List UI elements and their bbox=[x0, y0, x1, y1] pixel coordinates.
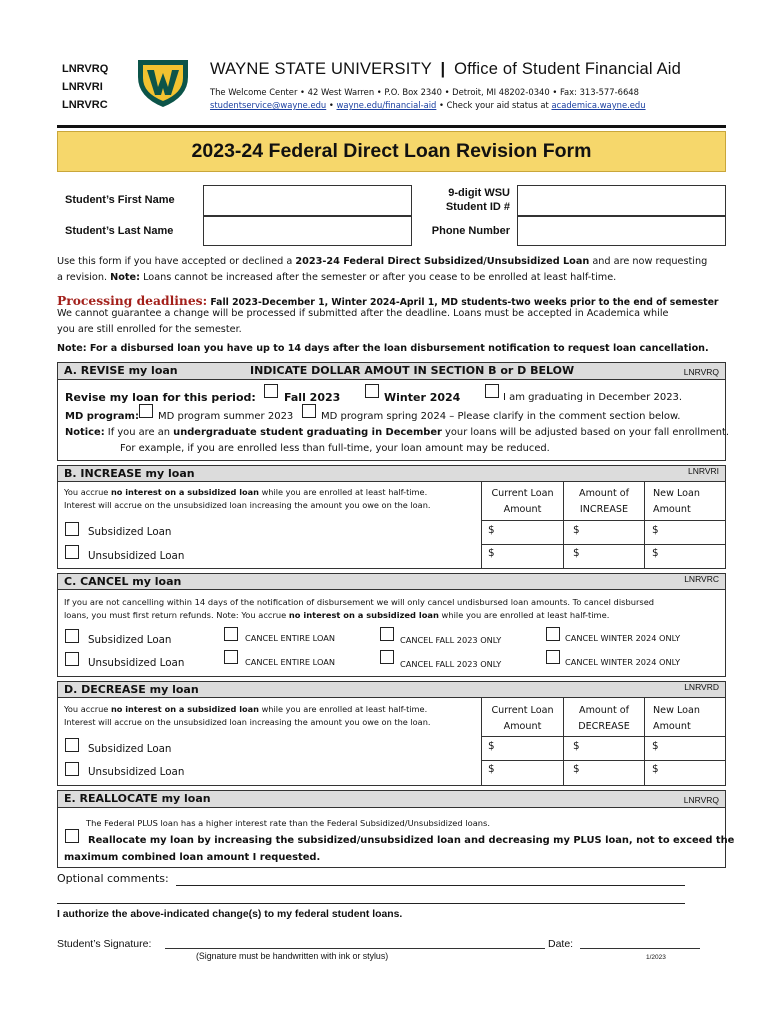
student-id-label bbox=[420, 186, 510, 214]
cancel-sub-entire-checkbox[interactable] bbox=[224, 627, 238, 641]
university-name: WAYNE STATE UNIVERSITY bbox=[210, 60, 432, 78]
md-spring-label: MD program spring 2024 – Please clarify in the comment section below. bbox=[321, 411, 681, 422]
increase-amount-header-line-2: INCREASE bbox=[579, 504, 629, 515]
period-label: Revise my loan for this period: bbox=[65, 391, 256, 404]
address-line: The Welcome Center • 42 West Warren • P.O. Box 2340 • Detroit, MI 48202-0340 • Fax: 313-577-6648 bbox=[210, 87, 639, 97]
section-e-code: LNRVRQ bbox=[683, 795, 719, 805]
section-b-desc-c: while you are enrolled at least half-time. bbox=[258, 487, 428, 497]
section-b-desc-line-1 bbox=[64, 486, 482, 499]
academica-link[interactable]: academica.wayne.edu bbox=[551, 100, 646, 110]
section-d-desc-emphasis: no interest on a subsidized loan bbox=[110, 704, 259, 714]
office-name: Office of Student Financial Aid bbox=[454, 60, 682, 78]
reallocate-label-line-1: Reallocate my loan by increasing the subsidized/unsubsidized loan and decreasing my PLUS loan, not to exceed the bbox=[88, 835, 735, 846]
cancel-sub-winter-checkbox[interactable] bbox=[546, 627, 560, 641]
decrease-amount-header-line-2: DECREASE bbox=[578, 721, 630, 732]
section-d-desc-a: You accrue bbox=[64, 704, 111, 714]
contact-info bbox=[210, 86, 646, 112]
current-amount-header-line-1: Current Loan bbox=[491, 488, 554, 499]
current-amount-header bbox=[482, 486, 563, 518]
cancel-subsidized-label: Subsidized Loan bbox=[88, 634, 172, 646]
fall-2023-checkbox[interactable] bbox=[264, 384, 278, 398]
d-new-amount-header bbox=[645, 703, 726, 735]
intro-line-2 bbox=[57, 270, 737, 286]
b-sub-increase-dollar[interactable]: $ bbox=[573, 524, 580, 536]
section-b-desc-a: You accrue bbox=[64, 487, 111, 497]
increase-amount-header bbox=[564, 486, 644, 518]
first-name-field[interactable] bbox=[203, 185, 412, 216]
deadline-note-line-2: you are still enrolled for the semester. bbox=[57, 324, 242, 335]
section-e-header bbox=[57, 790, 726, 808]
b-sub-new-dollar[interactable]: $ bbox=[652, 524, 659, 536]
cancel-unsubsidized-label: Unsubsidized Loan bbox=[88, 657, 185, 669]
deadline-note bbox=[57, 306, 737, 338]
d-unsub-current-dollar[interactable]: $ bbox=[488, 763, 495, 775]
increase-subsidized-label: Subsidized Loan bbox=[88, 526, 172, 538]
winter-2024-checkbox[interactable] bbox=[365, 384, 379, 398]
current-amount-header-line-2: Amount bbox=[503, 504, 542, 515]
form-title: 2023-24 Federal Direct Loan Revision Form bbox=[57, 131, 726, 172]
section-c-desc-c: while you are enrolled at least half-time. bbox=[438, 610, 610, 620]
b-unsub-current-dollar[interactable]: $ bbox=[488, 547, 495, 559]
md-summer-label: MD program summer 2023 bbox=[158, 411, 294, 422]
section-d-code: LNRVRD bbox=[684, 682, 719, 692]
deadlines-text: Fall 2023-December 1, Winter 2024-April 1, MD students-two weeks prior to the end of semester bbox=[207, 297, 719, 308]
d-current-amount-header-line-1: Current Loan bbox=[491, 705, 554, 716]
decrease-unsubsidized-checkbox[interactable] bbox=[65, 762, 79, 776]
code-lnrvri: LNRVRI bbox=[62, 81, 103, 93]
notice-emphasis: undergraduate student graduating in December bbox=[173, 427, 442, 438]
section-e-description: The Federal PLUS loan has a higher interest rate than the Federal Subsidized/Unsubsidized loans. bbox=[86, 818, 490, 828]
header-rule bbox=[57, 125, 726, 128]
last-name-label: Student’s Last Name bbox=[65, 225, 174, 237]
new-amount-header-line-2: Amount bbox=[653, 504, 691, 515]
graduating-label: I am graduating in December 2023. bbox=[503, 392, 683, 403]
cancel-sub-fall-label: CANCEL FALL 2023 ONLY bbox=[400, 635, 502, 645]
section-b-desc-line-2: Interest will accrue on the unsubsidized loan increasing the amount you owe on the loan. bbox=[64, 500, 431, 510]
reallocate-label-line-2: maximum combined loan amount I requested. bbox=[64, 852, 321, 863]
section-d-desc-line-2: Interest will accrue on the unsubsidized loan increasing the amount you owe on the loan. bbox=[64, 717, 431, 727]
d-unsub-new-dollar[interactable]: $ bbox=[652, 763, 659, 775]
notice-text-c: your loans will be adjusted based on your fall enrollment. bbox=[441, 427, 730, 438]
b-unsub-increase-dollar[interactable]: $ bbox=[573, 547, 580, 559]
decrease-unsubsidized-label: Unsubsidized Loan bbox=[88, 766, 185, 778]
decrease-subsidized-label: Subsidized Loan bbox=[88, 743, 172, 755]
section-c-desc-a: loans, you must first return refunds. Note: You accrue bbox=[64, 610, 289, 620]
phone-label: Phone Number bbox=[431, 225, 510, 237]
section-a-code: LNRVRQ bbox=[683, 367, 719, 377]
d-current-amount-header-line-2: Amount bbox=[503, 721, 542, 732]
website-link[interactable]: wayne.edu/financial-aid bbox=[336, 100, 437, 110]
section-c-description bbox=[64, 596, 724, 622]
new-amount-header-line-1: New Loan bbox=[653, 488, 700, 499]
cancel-unsub-winter-checkbox[interactable] bbox=[546, 650, 560, 664]
authorization-statement: I authorize the above-indicated change(s) to my federal student loans. bbox=[57, 909, 403, 920]
d-unsub-decrease-dollar[interactable]: $ bbox=[573, 763, 580, 775]
section-c-header bbox=[57, 573, 726, 590]
divider bbox=[481, 760, 726, 761]
comments-line-1[interactable] bbox=[176, 885, 685, 886]
d-sub-decrease-dollar[interactable]: $ bbox=[573, 740, 580, 752]
bullet-separator: • bbox=[326, 100, 337, 110]
date-label: Date: bbox=[548, 938, 574, 950]
date-line[interactable] bbox=[580, 948, 700, 949]
md-spring-checkbox[interactable] bbox=[302, 404, 316, 418]
code-lnrvrc: LNRVRC bbox=[62, 99, 108, 111]
increase-unsubsidized-label: Unsubsidized Loan bbox=[88, 550, 185, 562]
decrease-amount-header bbox=[564, 703, 644, 735]
intro-text bbox=[57, 254, 737, 286]
intro-loan-name: 2023-24 Federal Direct Subsidized/Unsubsidized Loan bbox=[295, 256, 590, 267]
section-c-desc-line-2 bbox=[64, 609, 724, 622]
md-summer-checkbox[interactable] bbox=[139, 404, 153, 418]
cancel-unsubsidized-checkbox[interactable] bbox=[65, 652, 79, 666]
section-a-instruction: INDICATE DOLLAR AMOUT IN SECTION B or D BELOW bbox=[250, 364, 575, 377]
intro-text-c: and are now requesting bbox=[589, 256, 708, 267]
intro-revision-text: a revision. bbox=[57, 272, 111, 283]
cancel-sub-winter-label: CANCEL WINTER 2024 ONLY bbox=[565, 633, 681, 643]
section-b-desc-emphasis: no interest on a subsidized loan bbox=[110, 487, 259, 497]
b-sub-current-dollar[interactable]: $ bbox=[488, 524, 495, 536]
section-b-title: B. INCREASE my loan bbox=[64, 467, 195, 480]
comments-label: Optional comments: bbox=[57, 872, 169, 885]
deadline-note-line-1: We cannot guarantee a change will be processed if submitted after the deadline. Loans must be accepted in Academica while bbox=[57, 308, 669, 319]
section-b-code: LNRVRI bbox=[687, 466, 719, 476]
section-b-header bbox=[57, 465, 726, 482]
section-b-description bbox=[64, 486, 482, 512]
first-name-label: Student’s First Name bbox=[65, 194, 175, 206]
signature-label: Student’s Signature: bbox=[57, 938, 152, 950]
section-c-title: C. CANCEL my loan bbox=[64, 575, 182, 588]
divider bbox=[481, 736, 726, 737]
notice-line-1 bbox=[65, 427, 729, 438]
student-id-label-line2: Student ID # bbox=[445, 201, 510, 213]
student-id-field[interactable] bbox=[517, 185, 726, 216]
d-current-amount-header bbox=[482, 703, 563, 735]
section-c-desc-line-1: If you are not cancelling within 14 days of the notification of disbursement we will only cancel undisbursed loan amounts. To cancel disbursed bbox=[64, 597, 655, 607]
reallocate-checkbox[interactable] bbox=[65, 829, 79, 843]
links-line bbox=[210, 99, 646, 112]
cancel-unsub-fall-label: CANCEL FALL 2023 ONLY bbox=[400, 659, 502, 669]
section-d-description bbox=[64, 703, 482, 729]
university-heading bbox=[210, 60, 681, 79]
decrease-amount-header-line-1: Amount of bbox=[579, 705, 629, 716]
section-e-title: E. REALLOCATE my loan bbox=[64, 792, 211, 805]
decrease-subsidized-checkbox[interactable] bbox=[65, 738, 79, 752]
cancel-unsub-entire-label: CANCEL ENTIRE LOAN bbox=[245, 657, 335, 667]
intro-note-label: Note: bbox=[110, 272, 140, 283]
d-new-amount-header-line-2: Amount bbox=[653, 721, 691, 732]
cancel-unsub-winter-label: CANCEL WINTER 2024 ONLY bbox=[565, 657, 681, 667]
check-aid-text: • Check your aid status at bbox=[436, 100, 552, 110]
md-program-label: MD program: bbox=[65, 411, 139, 422]
new-amount-header bbox=[645, 486, 726, 518]
code-lnrvrq: LNRVRQ bbox=[62, 63, 109, 75]
section-d-title: D. DECREASE my loan bbox=[64, 683, 199, 696]
intro-text-a: Use this form if you have accepted or declined a bbox=[57, 256, 296, 267]
increase-amount-header-line-1: Amount of bbox=[579, 488, 629, 499]
disbursed-loan-note: Note: For a disbursed loan you have up to 14 days after the loan disbursement notification to request loan cancellation. bbox=[57, 343, 709, 354]
cancel-unsub-entire-checkbox[interactable] bbox=[224, 650, 238, 664]
signature-note: (Signature must be handwritten with ink or stylus) bbox=[196, 951, 389, 961]
phone-field[interactable] bbox=[517, 216, 726, 246]
form-codes bbox=[62, 60, 108, 114]
d-sub-current-dollar[interactable]: $ bbox=[488, 740, 495, 752]
intro-note-text: Loans cannot be increased after the semester or after you cease to be enrolled at least half-time. bbox=[139, 272, 617, 283]
section-c-desc-emphasis: no interest on a subsidized loan bbox=[288, 610, 439, 620]
b-unsub-new-dollar[interactable]: $ bbox=[652, 547, 659, 559]
cancel-unsub-fall-checkbox[interactable] bbox=[380, 650, 394, 664]
d-new-amount-header-line-1: New Loan bbox=[653, 705, 700, 716]
winter-2024-label: Winter 2024 bbox=[384, 391, 461, 404]
cancel-sub-entire-label: CANCEL ENTIRE LOAN bbox=[245, 633, 335, 643]
increase-subsidized-checkbox[interactable] bbox=[65, 522, 79, 536]
shield-icon bbox=[134, 57, 192, 109]
last-name-field[interactable] bbox=[203, 216, 412, 246]
d-sub-new-dollar[interactable]: $ bbox=[652, 740, 659, 752]
graduating-checkbox[interactable] bbox=[485, 384, 499, 398]
section-d-header bbox=[57, 681, 726, 698]
section-c-code: LNRVRC bbox=[684, 574, 719, 584]
cancel-subsidized-checkbox[interactable] bbox=[65, 629, 79, 643]
section-d-desc-line-1 bbox=[64, 703, 482, 716]
notice-line-2: For example, if you are enrolled less than full-time, your loan amount may be reduced. bbox=[120, 443, 550, 454]
header-separator: | bbox=[440, 60, 446, 78]
section-d-desc-c: while you are enrolled at least half-time. bbox=[258, 704, 428, 714]
comments-line-2[interactable] bbox=[57, 903, 685, 904]
notice-text-a: If you are an bbox=[104, 427, 174, 438]
student-id-label-line1: 9-digit WSU bbox=[448, 187, 510, 199]
fall-2023-label: Fall 2023 bbox=[284, 391, 341, 404]
wsu-shield-logo bbox=[134, 57, 192, 109]
form-version: 1/2023 bbox=[646, 954, 666, 961]
increase-unsubsidized-checkbox[interactable] bbox=[65, 545, 79, 559]
signature-line[interactable] bbox=[165, 948, 545, 949]
section-a-title: A. REVISE my loan bbox=[64, 364, 178, 377]
divider bbox=[481, 544, 726, 545]
email-link[interactable]: studentservice@wayne.edu bbox=[210, 100, 327, 110]
divider bbox=[481, 520, 726, 521]
cancel-sub-fall-checkbox[interactable] bbox=[380, 627, 394, 641]
intro-line-1 bbox=[57, 254, 737, 270]
section-a-header bbox=[57, 362, 726, 380]
notice-label: Notice: bbox=[65, 427, 105, 438]
deadlines-label: Processing deadlines: bbox=[57, 293, 208, 308]
